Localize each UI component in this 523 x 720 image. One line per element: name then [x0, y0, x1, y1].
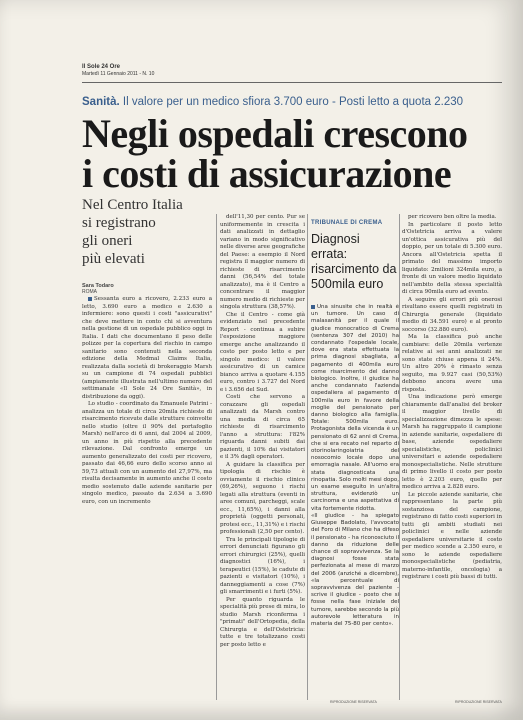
sidebar-divider-left [307, 214, 308, 700]
kicker-text: Il valore per un medico sfiora 3.700 euro - Posti letto a quota 2.230 [122, 96, 464, 108]
masthead [82, 64, 154, 78]
newspaper-name: Il Sole 24 Ore [82, 64, 121, 70]
top-divider [82, 82, 502, 83]
article-headline [82, 111, 502, 196]
article-subheading [82, 196, 212, 268]
column4-paragraph-6: Le piccole aziende sanitarie, che rappresentano la parte più sostanziosa del campione, registrano di fatto costi superiori in tutti gli ambiti studiati nei policlinici e nelle aziende ospedaliere universitarie il costo per medico scende a 2.350 euro, e sono le aziende ospedaliere monospecialistiche (pediatria, materno-infantile, oncologia) a registrare i costi più bassi di tutti. [402, 491, 502, 580]
column4-paragraph-4: Ma la classifica può anche cambiare: delle 20mila vertenze relative ai sei anni analizzati ne sono state chiuse appena il 24%. Un altro 20% è rimasto senza seguito, ma 9.927 casi (50,53%) debbono ancora avere una risposta. [402, 334, 502, 393]
column1-paragraph-1: Sessanta euro a ricovero, 2.233 euro a letto, 3.690 euro a medico e 2.630 a infermiere: sono questi i costi "assicurativi" che deve mettere in conto chi si avventura nella gestione di un ospedale pubblico oggi in Italia. I dati che documentano il peso delle polizze per la copertura del rischio in campo sanitario sono contenuti nella seconda edizione della Medmal Claims Italia, realizzata dalla società di brokeraggio Marsh su un campione di 74 ospedali pubblici (ampiamente illustrata nell'ultimo numero del settimanale «Il Sole 24 Ore Sanità», in distribuzione da oggi). [82, 296, 212, 400]
column2-paragraph-6: Per quanto riguarda le specialità più prese di mira, lo studio Marsh riconferma i "primati" dell'Ortopedia, della Chirurgia e dell'Ostetricia: tutte e tre totalizzano costi per posto letto e [220, 596, 305, 648]
article-column-2 [220, 214, 305, 700]
dateline: ROMA [82, 289, 97, 295]
column4-paragraph-3: A seguire gli errori più onerosi risultano essere quelli registrati in Chirurgia generale (liquidato medio di 34.591 euro) e al pronto soccorso (32.880 euro). [402, 296, 502, 333]
paragraph-marker-icon [88, 297, 92, 301]
headline-line-2: i costi di assicurazione [82, 151, 452, 196]
sidebar-body [311, 304, 399, 690]
column4-paragraph-2: In particolare il posto letto d'Ostetricia arriva a valere un'ottica assicurativa più del doppio, per un totale di 5.300 euro. Ancora all'Ostetricia spetta il primato del massimo importo liquidato: 2milioni 324mila euro, a fronte di un valore medio liquidato nell'ambito della stessa specialità di circa 90mila euro ad evento. [402, 221, 502, 295]
sidebar-paragraph-1: Una sinusite che in realtà è un tumore. Un caso di malasanità per il quale il giudice monocratico di Crema (sentenza 307 del 2010) ha condannato l'ospedale locale, dove era stata effettuata la prima diagnosi sbagliata, al pagamento di 400mila euro come risarcimento del danno biologico. Inoltre, il giudice ha anche condannato l'azienda ospedaliera al pagamento di 100mila euro in favore della moglie del pensionato per danno biologico alla famiglia. Totale: 500mila euro. Protagonista della vicenda è un pensionato di 62 anni di Crema, che si era recato nel reparto di otorinolaringoiatria del nosocomio locale dopo una emorragia nasale. All'uomo era stata diagnosticata una rinopatia. Solo molti mesi dopo, un esame eseguito in un'altra struttura, evidenziò un carcinoma e una aspettativa di vita fortemente ridotta. [311, 304, 399, 512]
sidebar-paragraph-2: «Il giudice - ha spiegato Giuseppe Badolato, l'avvocato del Foro di Milano che ha difeso il pensionato - ha riconosciuto il danno da riduzione delle chance di sopravvivenza. Se la diagnosi fosse stata perfezionata al mese di marzo del 2006 (anziché a dicembre), «la percentuale di sopravvivenza del paziente - scrive il giudice - posto che si fosse nella fase iniziale del tumore, sarebbe secondo la più autorevole letteratura in materia del 75-80 per cento». [311, 512, 399, 627]
byline [82, 283, 114, 295]
column2-paragraph-3: Costi che servono a corazzare gli ospedali analizzati da Marsh contro una media di circa 65 richieste di risarcimento l'anno a struttura: l'82% riguarda danni subiti dai pazienti, il 10% dai visitatori e il 3% dagli operatori. [220, 394, 305, 460]
column-divider [216, 214, 217, 700]
article-kicker [82, 96, 463, 108]
headline-line-1: Negli ospedali crescono [82, 111, 468, 156]
article-column-1 [82, 296, 212, 696]
subheading-line-3: gli oneri [82, 233, 133, 249]
author-name: Sara Todaro [82, 283, 114, 289]
sidebar-divider-right [399, 214, 400, 700]
article-column-4 [402, 214, 502, 700]
issue-date: Martedì 11 Gennaio 2011 - N. 10 [82, 71, 155, 77]
section-label: Sanità. [82, 96, 120, 108]
column1-paragraph-2: Lo studio - coordinato da Emanuele Patrini - analizza un totale di circa 20mila richieste di risarcimento ricevute dalle strutture coinvolte nello studio (oltre il 90% del portafoglio Marsh) nell'arco di 6 anni, dal 2004 al 2009, un anno in più rispetto alla precedente rilevazione. Dal confronto emerge un aumento generalizzato dei costi per ricovero, passato dai 46,66 euro dello scorso anno ai 59,73 attuali con un aumento del 27,97%, ma risulta decisamente in aumento anche il costo medio sostenuto dalle aziende sanitarie per singolo medico, passato da 2.634 a 3.690 euro, con un incremento [82, 401, 212, 505]
column4-paragraph-1: per ricovero ben oltre la media. [408, 214, 497, 220]
footer-rights: RIPRODUZIONE RISERVATA [330, 700, 377, 704]
subheading-line-4: più elevati [82, 251, 145, 267]
sidebar-label: TRIBUNALE DI CREMA [311, 220, 383, 226]
sidebar-title: Diagnosi errata: risarcimento da 500mila euro [311, 232, 397, 291]
column4-paragraph-5: Una indicazione però emerge chiaramente dall'analisi del broker il maggior livello di specializzazione dimezza le spese: Marsh ha raggruppato il campione in aziende sanitarie, ospedaliere di base, aziende ospedaliere specialistiche, policlinici universitari e aziende ospedaliere monospecialistiche. Nelle strutture di primo livello il costo per posto letto è 2.203 euro, quello per medico arriva a 2.828 euro. [402, 394, 502, 490]
subheading-line-1: Nel Centro Italia [82, 197, 183, 213]
subheading-line-2: si registrano [82, 215, 156, 231]
column2-paragraph-4: A guidare la classifica per tipologia di rischio è ovviamente il rischio clinico (69,26%), seguono i rischi legati alla struttura (eventi in aree comuni, parcheggi, scale ecc., 11,65%), i danni alla proprietà (oggetti personali, protesi ecc., 11,31%) e i rischi professionali (2,50 per cento). [220, 461, 305, 535]
column2-paragraph-5: Tra le principali tipologie di errori denunciati figurano gli errori chirurgici (25%), quelli diagnostici (16%), i terapeutici (15%), le cadute di pazienti e visitatori (10%), i danneggiamenti a cose (7%) gli smarrimenti e i furti (5%). [220, 536, 305, 595]
footer-rights-right: RIPRODUZIONE RISERVATA [455, 700, 502, 704]
column2-paragraph-2: Che il Centro - come già evidenziato nel precedente Report - continua a subire l'esposizione maggiore emerge anche analizzando il costo per posto letto e per singolo medico: il valore assicurativo di un camice bianco arriva a quotare 4.155 euro, contro i 3.727 del Nord e i 3.656 del Sud. [220, 311, 305, 393]
column2-paragraph-1: dell'11,30 per cento. Pur se uniformemente in crescita i dati analizzati in dettaglio variano in modo significativo nelle diverse aree geografiche del Paese: a esempio il Nord registra il maggior numero di richieste di risarcimento danni (56,54% del totale analizzato), ma è il Centro a concentrare il maggior numero medio di richieste per singola struttura (38,57%). [220, 214, 305, 310]
paragraph-marker-icon [311, 305, 315, 309]
